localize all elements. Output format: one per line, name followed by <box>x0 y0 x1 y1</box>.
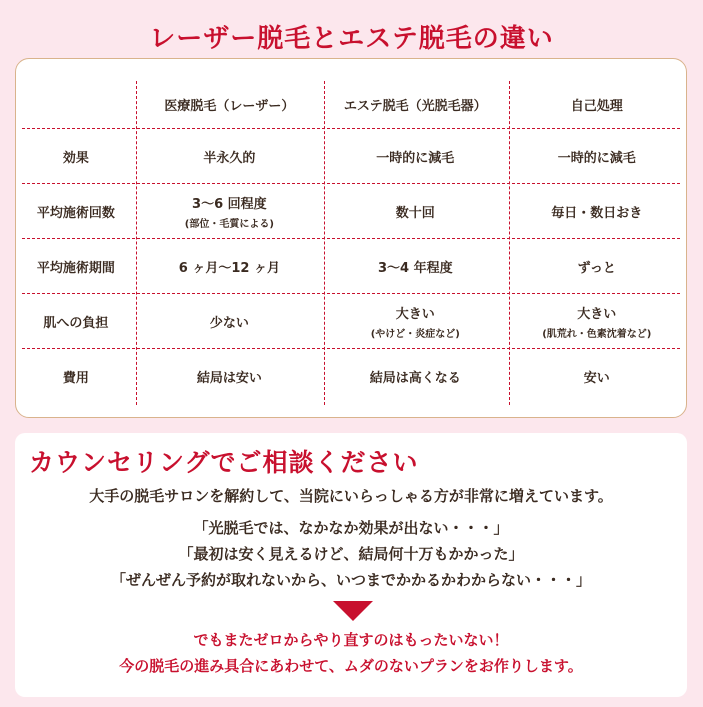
table-cell-note: (部位・毛質による) <box>184 218 274 230</box>
table-cell: 毎日・数日おき <box>551 205 643 221</box>
table-row <box>16 184 686 238</box>
table-header-cell <box>16 81 136 127</box>
table-row <box>16 349 686 403</box>
comparison-table <box>15 58 687 418</box>
table-row <box>16 239 686 293</box>
table-cell: 6 ヶ月〜12 ヶ月 <box>178 260 280 276</box>
table-cell: 一時的に減毛 <box>376 150 455 166</box>
table-cell: 結局は高くなる <box>369 370 461 386</box>
table-cell: 安い <box>583 370 610 386</box>
row-label: 平均施術期間 <box>36 260 115 276</box>
table-cell: 一時的に減毛 <box>557 150 636 166</box>
quote-line: 「光脱毛では、なかなか効果が出ない・・・」 <box>193 519 509 537</box>
closing-line: 今の脱毛の進み具合にあわせて、ムダのないプランをお作りします。 <box>119 657 583 675</box>
table-row <box>16 294 686 348</box>
table-cell: 数十回 <box>395 205 435 221</box>
table-header-cell: エステ脱毛（光脱毛器） <box>343 98 487 114</box>
table-cell: 3〜4 年程度 <box>377 260 453 276</box>
quote-line: 「ぜんぜん予約が取れないから、いつまでかかるかわからない・・・」 <box>110 571 591 589</box>
table-cell: 半永久的 <box>203 150 256 166</box>
table-cell: 大きい (肌荒れ・色素沈着など) <box>542 306 652 340</box>
row-label: 肌への負担 <box>43 315 109 331</box>
table-cell: 大きい (やけど・炎症など) <box>370 306 460 340</box>
table-header-cell: 医療脱毛（レーザー） <box>164 98 295 114</box>
table-cell: ずっと <box>577 260 616 276</box>
row-label: 費用 <box>62 370 89 386</box>
down-arrow-icon <box>333 601 373 621</box>
table-cell: 少ない <box>209 315 249 331</box>
quote-line: 「最初は安く見えるけど、結局何十万もかかった」 <box>178 545 524 563</box>
row-label: 平均施術回数 <box>36 205 115 221</box>
table-cell: 3〜6 回程度 (部位・毛質による) <box>184 196 274 230</box>
counseling-intro: 大手の脱毛サロンを解約して、当院にいらっしゃる方が非常に増えています。 <box>89 487 613 505</box>
counseling-title: カウンセリングでご相談ください <box>29 448 419 477</box>
closing-line: でもまたゼロからやり直すのはもったいない！ <box>193 631 509 649</box>
table-cell: 結局は安い <box>196 370 262 386</box>
table-row <box>16 129 686 183</box>
table-header-cell: 自己処理 <box>570 98 623 114</box>
table-header-row <box>16 81 686 127</box>
row-label: 効果 <box>62 150 89 166</box>
page-title: レーザー脱毛とエステ脱毛の違い <box>149 24 554 54</box>
counseling-section <box>15 433 687 697</box>
table-cell-note: (やけど・炎症など) <box>370 328 460 340</box>
table-cell-note: (肌荒れ・色素沈着など) <box>542 328 652 340</box>
